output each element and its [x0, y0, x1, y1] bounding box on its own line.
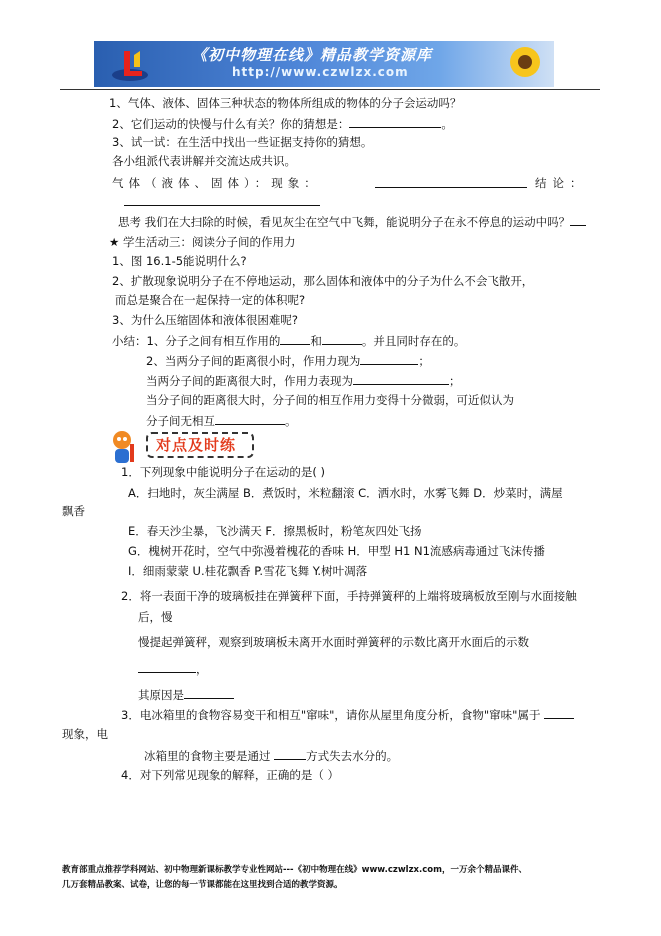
exercise-1-options-i: I．细雨蒙蒙 U.桂花飘香 P.雪花飞舞 Y.树叶凋落 — [128, 564, 368, 578]
gas-phenomenon — [112, 175, 321, 191]
exercise-1: 1．下列现象中能说明分子在运动的是( ) — [121, 465, 325, 479]
summary-5-end: 。 — [285, 414, 297, 428]
summary-blank-4[interactable] — [353, 372, 449, 385]
summary-1-text: 小结：1、分子之间有相互作用的 — [112, 334, 281, 348]
exercise-2-cont: 后，慢 — [138, 610, 173, 624]
activity-3-heading: ★ 学生活动三：阅读分子间的作用力 — [109, 235, 296, 249]
exercise-2-reason — [138, 686, 234, 703]
exercise-1-options-e: E．春天沙尘暴，飞沙满天 F．擦黑板时，粉笔灰四处飞扬 — [128, 524, 422, 538]
exercise-2: 2．将一表面干净的玻璃板挂在弹簧秤下面，手持弹簧秤的上端将玻璃板放至刚与水面接触 — [121, 589, 577, 603]
header-divider — [60, 89, 600, 90]
exercise-3 — [121, 706, 574, 723]
summary-5 — [146, 412, 297, 429]
activity-item-2-cont: 而总是聚合在一起保持一定的体积呢? — [115, 293, 306, 307]
banner-url[interactable]: http://www.czwlzx.com — [232, 65, 409, 79]
activity-item-1: 1、图 16.1-5能说明什么? — [112, 254, 247, 268]
exercise-3-blank[interactable] — [544, 706, 574, 719]
summary-1-and: 和 — [310, 334, 322, 348]
exercise-3-cont: 现象，电 — [62, 727, 108, 741]
sunflower-icon — [508, 45, 542, 79]
question-2-end: 。 — [441, 117, 453, 131]
conclusion-blank[interactable] — [124, 193, 320, 206]
answer-blank[interactable] — [349, 115, 441, 128]
summary-2-end: ； — [418, 354, 430, 368]
activity-item-3: 3、为什么压缩固体和液体很困难呢? — [112, 313, 298, 327]
exercise-2-blank[interactable] — [138, 660, 196, 673]
exercise-3-cont-text: 冰箱里的食物主要是通过 — [144, 749, 271, 763]
think-blank[interactable] — [570, 213, 586, 226]
practice-badge-title: 对点及时练 — [156, 436, 237, 454]
exercise-4: 4．对下列常见现象的解释，正确的是（ ） — [121, 768, 339, 782]
question-2-text: 2、它们运动的快慢与什么有关？你的猜想是： — [112, 117, 350, 131]
summary-blank-5[interactable] — [215, 412, 285, 425]
summary-blank-2[interactable] — [322, 332, 362, 345]
exercise-2-reason-blank[interactable] — [184, 686, 234, 699]
question-2 — [112, 115, 453, 132]
group-instruction: 各小组派代表讲解并交流达成共识。 — [112, 154, 296, 168]
site-logo-icon — [110, 45, 150, 83]
summary-1-end: 。并且同时存在的。 — [361, 334, 466, 348]
exercise-3-text: 3．电冰箱里的食物容易变干和相互"窜味"，请你从屋里角度分析，食物"窜味"属于 — [121, 708, 541, 722]
summary-2-text: 2、当两分子间的距离很小时，作用力现为 — [146, 354, 361, 368]
exercise-1-options-g: G．槐树开花时，空气中弥漫着槐花的香味 H．甲型 H1 N1流感病毒通过飞沫传播 — [128, 544, 545, 558]
exercise-2-cont-2: 慢提起弹簧秤，观察到玻璃板未离开水面时弹簧秤的示数比离开水面后的示数 — [138, 635, 529, 649]
exercise-3-cont-2 — [144, 747, 398, 764]
summary-blank-3[interactable] — [360, 352, 418, 365]
exercise-3-blank-2[interactable] — [274, 747, 306, 760]
exercise-3-end: 方式失去水分的。 — [306, 749, 399, 763]
summary-blank-1[interactable] — [280, 332, 310, 345]
exercise-1-options-a: A．扫地时，灰尘满屋 B．煮饭时，米粒翻滚 C．洒水时，水雾飞舞 D．炒菜时，满屋 — [128, 486, 563, 500]
gas-label: 气体（液体、固体）：现象： — [112, 176, 321, 190]
question-3: 3、试一试：在生活中找出一些证据支持你的猜想。 — [112, 135, 373, 149]
footer-line-1: 教育部重点推荐学科网站、初中物理新课标教学专业性网站---《初中物理在线》www.czwlzx.com，一万余个精品课件、 — [62, 865, 527, 875]
footer-line-2: 几万套精品教案、试卷，让您的每一节课都能在这里找到合适的教学资源。 — [62, 880, 343, 890]
summary-4: 当分子间的距离很大时，分子间的相互作用力变得十分微弱，可近似认为 — [146, 393, 514, 407]
cartoon-mascot-icon — [104, 428, 144, 468]
exercise-1-options-a-cont: 飘香 — [62, 504, 85, 518]
summary-3 — [146, 372, 461, 389]
summary-3-text: 当两分子间的距离很大时，作用力表现为 — [146, 374, 353, 388]
header-banner — [94, 41, 554, 87]
exercise-2-blank-line — [138, 660, 208, 677]
exercise-2-comma: ， — [196, 662, 208, 676]
summary-5-text: 分子间无相互 — [146, 414, 215, 428]
summary-3-end: ； — [449, 374, 461, 388]
phenomenon-blank[interactable] — [375, 175, 527, 188]
conclusion-label: 结论： — [535, 176, 588, 190]
question-1: 1、气体、液体、固体三种状态的物体所组成的物体的分子会运动吗？ — [109, 96, 462, 110]
summary-1 — [112, 332, 465, 349]
banner-title: 《初中物理在线》精品教学资源库 — [192, 46, 433, 64]
think-question — [118, 213, 586, 230]
summary-2 — [146, 352, 430, 369]
activity-item-2: 2、扩散现象说明分子在不停地运动，那么固体和液体中的分子为什么不会飞散开， — [112, 274, 534, 288]
think-text: 思考 我们在大扫除的时候，看见灰尘在空气中飞舞，能说明分子在永不停息的运动中吗？ — [118, 215, 571, 229]
exercise-2-reason-text: 其原因是 — [138, 688, 184, 702]
